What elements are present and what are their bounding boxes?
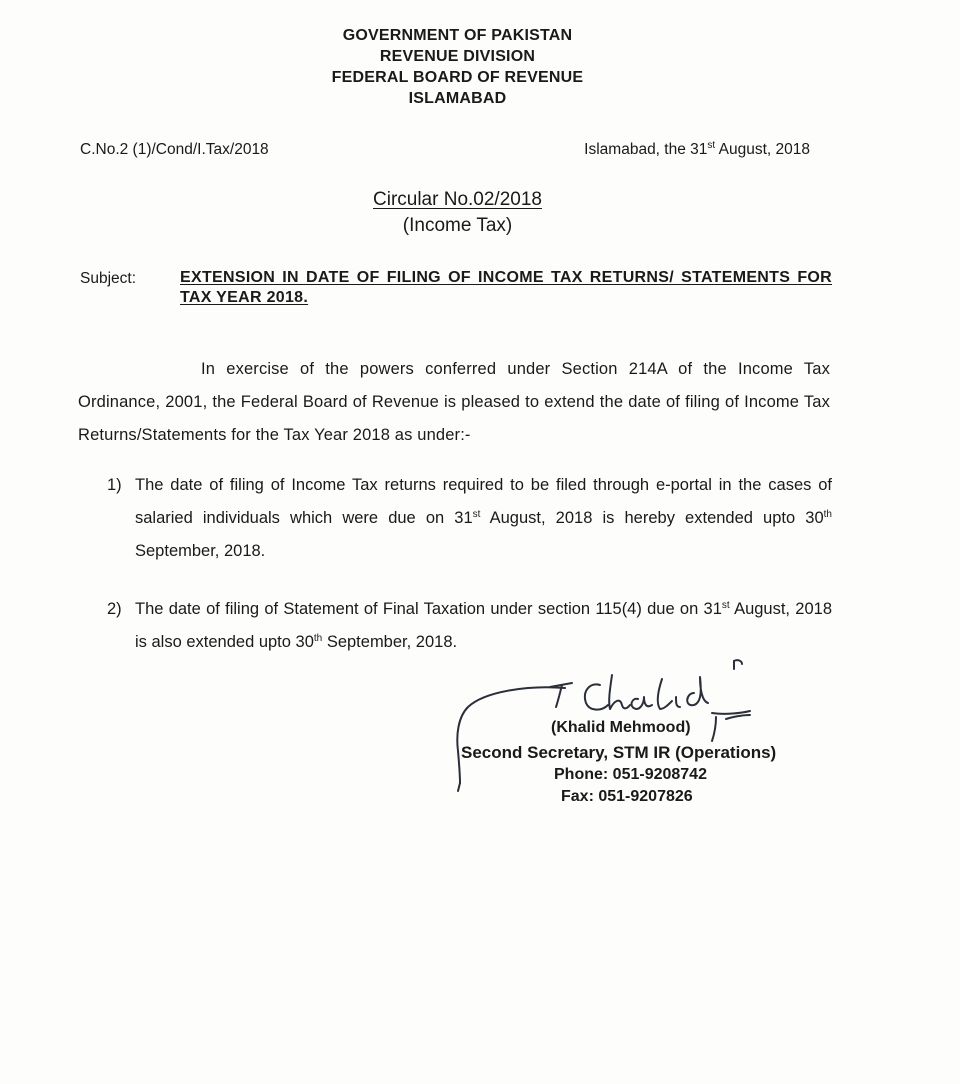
reference-number: C.No.2 (1)/Cond/I.Tax/2018 [80,141,269,158]
signatory-designation: Second Secretary, STM IR (Operations) [461,743,777,762]
item-text-part2: August, 2018 is hereby extended upto 30 [480,509,824,527]
item-text [135,469,832,568]
date-prefix: Islamabad, the 31 [584,141,708,158]
list-item [107,469,832,568]
item-text-sup1: st [721,600,730,611]
signature-text: Chalid [500,735,503,736]
signatory-fax: Fax: 051-9207826 [561,788,693,805]
list-item [107,593,832,659]
date-superscript: st [707,140,716,151]
item-number: 1) [107,476,122,494]
header-division: REVENUE DIVISION [379,48,536,65]
reference-date [584,141,810,159]
item-text-sup1: st [472,509,481,520]
item-text-part1: The date of filing of Income Tax returns required to be filed through e-portal in the cases of salaried individuals which were due on 31 [135,476,832,527]
header-board: FEDERAL BOARD OF REVENUE [331,69,584,86]
item-number: 2) [107,600,122,618]
item-text [135,593,832,659]
header-government: GOVERNMENT OF PAKISTAN [342,27,573,44]
signature-block [450,655,850,805]
item-text-part1: The date of filing of Statement of Final Taxation under section 115(4) due on 31 [135,600,722,618]
item-text-part3: September, 2018. [322,633,458,651]
item-text-part2: August, 2018 is also extended upto 30 [135,600,832,651]
header-city: ISLAMABAD [408,90,507,107]
item-text-part3: September, 2018. [135,542,266,560]
subject-label: Subject: [80,270,137,287]
item-text-sup2: th [313,633,323,644]
subject-text: EXTENSION IN DATE OF FILING OF INCOME TAX RETURNS/ STATEMENTS FOR TAX YEAR 2018. [180,269,832,306]
circular-subtitle: (Income Tax) [402,215,513,236]
circular-title: Circular No.02/2018 [373,189,542,210]
intro-paragraph: In exercise of the powers conferred under Section 214A of the Income Tax Ordinance, 2001, the Federal Board of Revenue is pleased to extend the date of filing of Income Tax Returns/Statements for the Tax Year 2018 as under:- [78,360,830,444]
date-suffix: August, 2018 [715,141,810,158]
item-text-sup2: th [823,509,832,520]
signatory-name: (Khalid Mehmood) [551,719,691,736]
signatory-phone: Phone: 051-9208742 [554,766,707,783]
